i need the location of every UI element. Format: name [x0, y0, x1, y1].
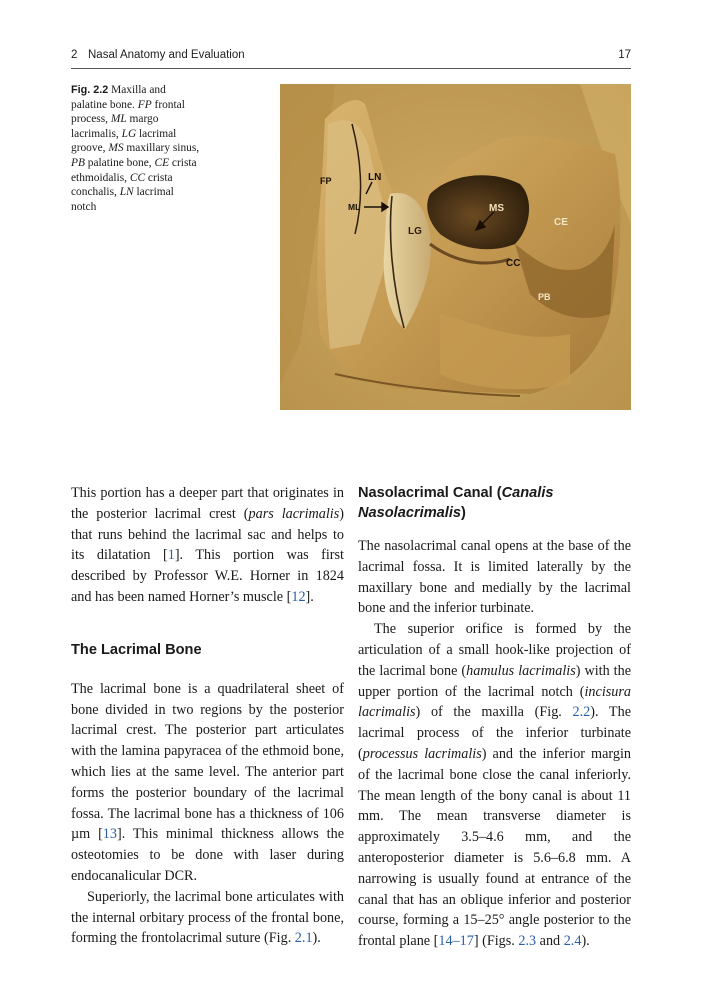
paragraph: The lacrimal bone is a quadrilateral sheet of bone divided in two regions by the posterior lacrimal crest. The posterior part articulates with the lamina papyracea of the ethmoid bone, which lies at the same level. The anterior part forms the posterior boundary of the lacrimal fossa. The lacrimal bone has a thickness of 106 µm [13]. This minimal thickness allows the osteotomies to be done with laser during endocanalicular DCR. — [71, 680, 344, 884]
italic-term: PB — [71, 156, 85, 169]
italic-term: FP — [137, 98, 152, 111]
caption-text: Maxilla and palatine bone. FP frontal process, ML margo lacrimalis, LG lacrimal groove, MS maxillary sinus, PB palatine bone, CE crista ethmoidalis, CC crista conchalis, LN lacrimal notch — [71, 84, 200, 213]
header-rule — [71, 68, 631, 69]
label-ml: ML — [348, 202, 361, 212]
italic-term: LN — [119, 186, 134, 199]
italic-term: hamulus lacrimalis — [466, 662, 576, 679]
label-lg: LG — [408, 226, 422, 237]
italic-term: incisura lacrimalis — [358, 683, 631, 721]
section-heading-lacrimal-bone: The Lacrimal Bone — [71, 641, 202, 658]
label-ln: LN — [368, 172, 382, 183]
label-pb: PB — [538, 292, 551, 302]
reference-link[interactable]: 2.1 — [294, 930, 313, 947]
section-heading-nasolacrimal-canal: Nasolacrimal Canal (Canalis Nasolacrimalis) — [358, 485, 554, 521]
italic-term: LG — [121, 127, 137, 140]
figure-caption — [71, 83, 201, 214]
running-head — [71, 49, 631, 67]
label-cc: CC — [506, 258, 521, 269]
reference-link[interactable]: 2.4 — [563, 933, 582, 950]
reference-link[interactable]: 13 — [102, 826, 117, 843]
chapter-number: 2 — [71, 49, 78, 61]
chapter-title: Nasal Anatomy and Evaluation — [88, 49, 245, 61]
italic-term: pars lacrimalis — [248, 505, 340, 522]
italic-term: ML — [110, 113, 127, 126]
paragraph: Superiorly, the lacrimal bone articulates with the internal orbitary process of the frontal bone, forming the frontolacrimal suture (Fig. 2.1). — [71, 888, 344, 947]
paragraph: This portion has a deeper part that originates in the posterior lacrimal crest (pars lacrimalis) that runs behind the lacrimal sac and helps to its dilatation [1]. This portion was first described by Professor W.E. Horner in 1824 and has been named Horner’s muscle [12]. — [71, 485, 344, 605]
left-column — [71, 483, 344, 949]
label-fp: FP — [320, 176, 332, 186]
italic-term: processus lacrimalis — [362, 745, 482, 762]
paragraph: The superior orifice is formed by the articulation of a small hook-like projection of the lacrimal bone (hamulus lacrimalis) with the upper portion of the lacrimal notch (incisura lacrimalis) of the maxilla (Fig. 2.2). The lacrimal process of the inferior turbinate (processus lacrimalis) and the inferior margin of the lacrimal bone close the canal inferiorly. The mean length of the bony canal is about 11 mm. The mean transverse diameter is approximately 3.5–4.6 mm, and the anteroposterior diameter is 5.6–6.8 mm. A narrowing is usually found at entrance of the canal that has an oblique inferior and posterior course, forming a 15–25° angle posterior to the frontal plane [14–17] (Figs. 2.3 and 2.4). — [358, 621, 632, 950]
figure-photo-maxilla — [280, 84, 631, 410]
italic-term: MS — [108, 142, 124, 155]
italic-term: Canalis Nasolacrimalis — [358, 485, 554, 521]
italic-term: CC — [129, 171, 146, 184]
right-column — [358, 483, 631, 952]
reference-link[interactable]: 2.3 — [518, 933, 537, 950]
label-ms: MS — [489, 203, 504, 214]
reference-link[interactable]: 12 — [291, 588, 306, 605]
reference-link[interactable]: 1 — [167, 547, 175, 564]
paragraph: The nasolacrimal canal opens at the base of the lacrimal fossa. It is limited laterally by the maxillary bone and medially by the lacrimal bone and the inferior turbinate. — [358, 538, 631, 617]
reference-link[interactable]: 2.2 — [572, 704, 591, 721]
label-ce: CE — [554, 217, 568, 228]
reference-link[interactable]: 14–17 — [438, 933, 474, 950]
page-number: 17 — [618, 49, 631, 61]
figure-label: Fig. 2.2 — [71, 84, 109, 96]
bone-photograph — [280, 84, 631, 410]
italic-term: CE — [154, 156, 170, 169]
